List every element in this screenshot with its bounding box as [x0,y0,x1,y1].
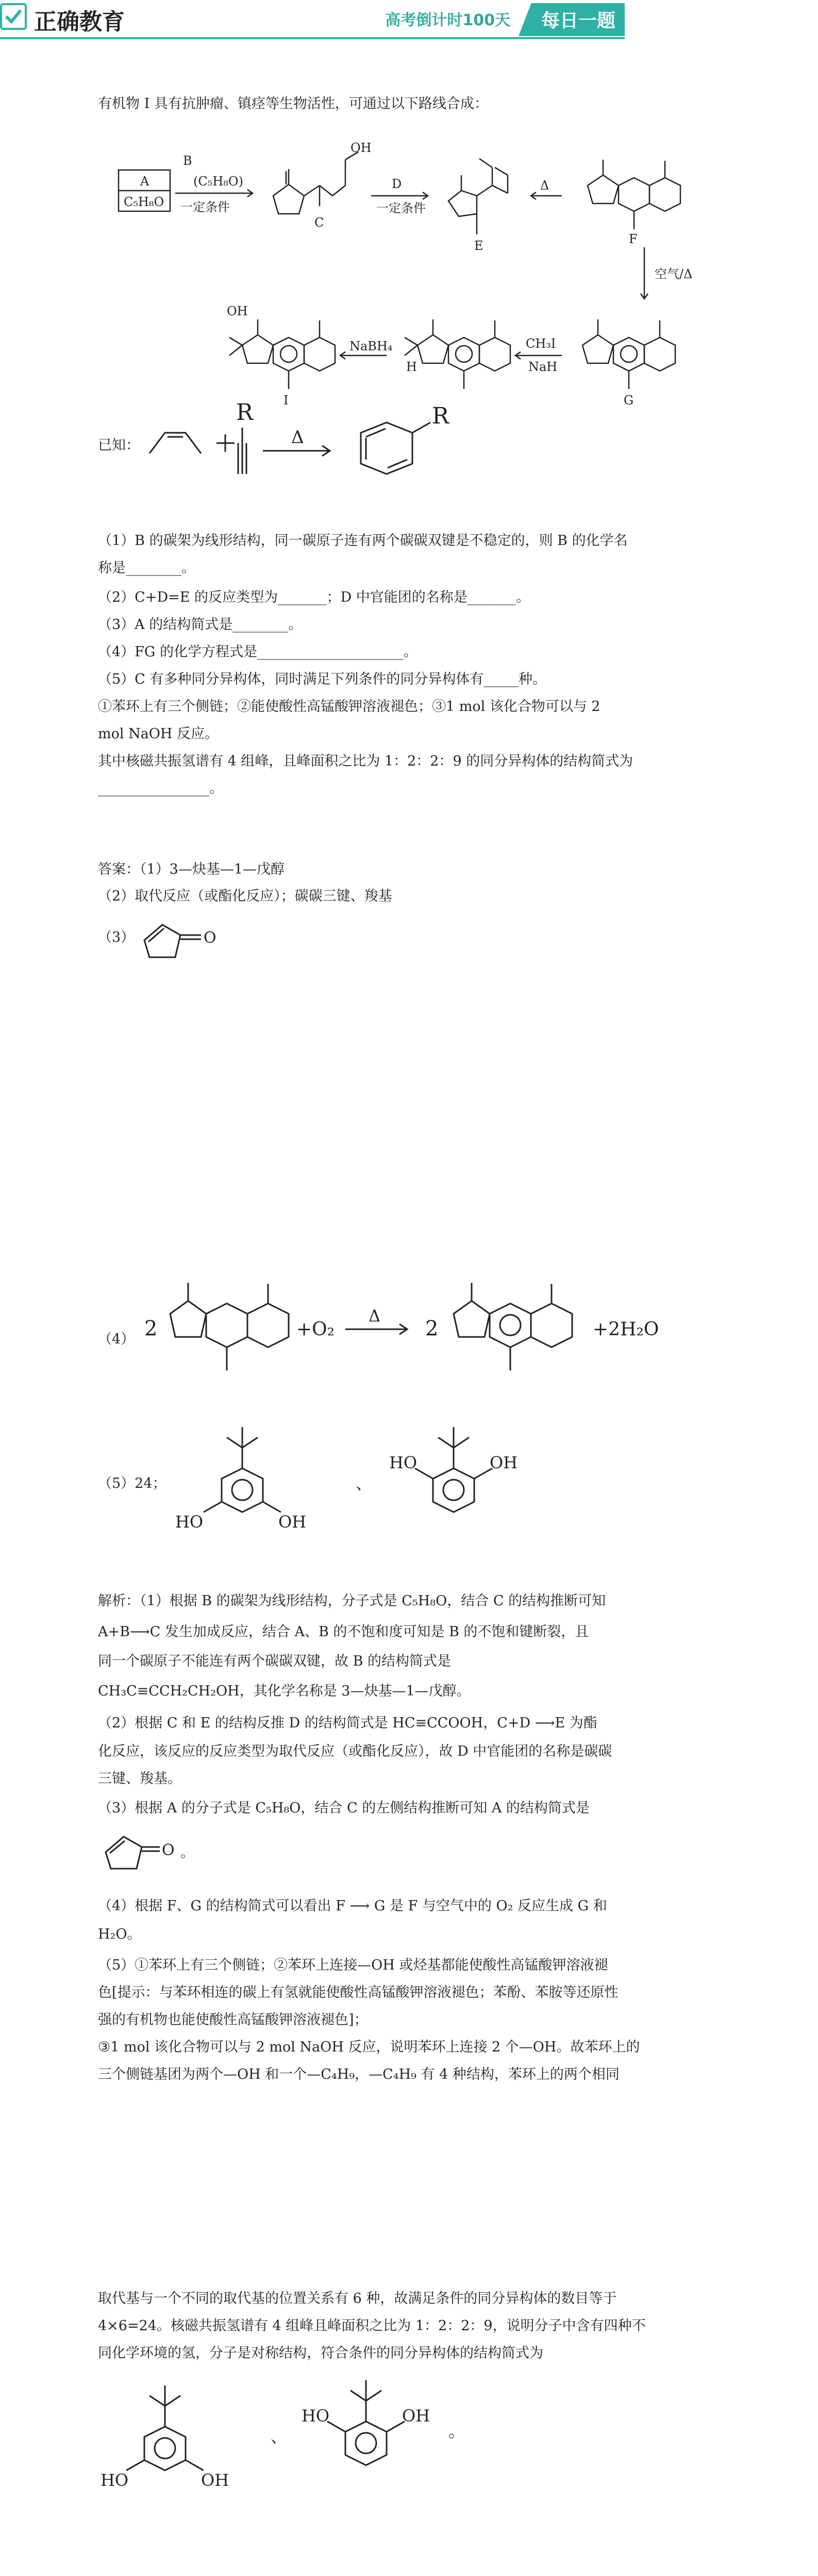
analysis-14: 强的有机物也能使酸性高锰酸钾溶液褪色]； [98,2012,368,2028]
label-H: H [406,360,417,374]
answer-4-label: （4） [98,1331,135,1347]
known-R-right: R [432,403,449,429]
analysis-15: ③1 mol 该化合物可以与 2 mol NaOH 反应，说明苯环上连接 2 个—OH。故苯环上的 [98,2039,640,2055]
analysis-16: 三个侧链基团为两个—OH 和一个—C₄H₉，—C₄H₉ 有 4 种结构，苯环上的两个相同 [98,2066,620,2082]
analysis-8: （3）根据 A 的分子式是 C₅H₈O，结合 C 的左侧结构推断可知 A 的结构简式是 [98,1800,590,1816]
analysis-3: 同一个碳原子不能连有两个碳碳双键，故 B 的结构简式是 [98,1653,452,1669]
label-B-formula: (C₅H₈O) [193,174,243,189]
question-4: （4）FG 的化学方程式是_____________________。 [98,644,418,660]
analysis-A-structure [98,1826,201,1878]
label-B: B [183,154,192,168]
analysis-7: 三键、羧基。 [98,1771,181,1787]
label-D: D [392,177,402,191]
brand-name: 正确教育 [34,9,125,35]
question-5: （5）C 有多种同分异构体，同时满足下列条件的同分异构体有_____种。 [98,671,546,687]
analysis-11: H₂O。 [98,1926,141,1942]
known-label: 已知： [98,437,140,453]
analysis-13: 色[提示：与苯环相连的碳上有氢就能使酸性高锰酸钾溶液褪色；苯酚、苯胺等还原性 [98,1985,619,2001]
label-G: G [624,393,634,408]
analysis-10: （4）根据 F、G 的结构简式可以看出 F ⟶ G 是 F 与空气中的 O₂ 反应生成 G 和 [98,1898,607,1914]
answer-3-label: （3） [98,929,135,945]
eq-water: +2H₂O [593,1319,659,1340]
f1-HO: HO [101,2470,129,2490]
label-CH3I: CH₃I [526,336,556,351]
answer-2: （2）取代反应（或酯化反应）；碳碳三键、羧基 [98,888,392,904]
label-cond2: 一定条件 [376,201,426,215]
label-I-OH: OH [227,304,248,318]
question-5-cond1: ①苯环上有三个侧链；②能使酸性高锰酸钾溶液褪色；③1 mol 该化合物可以与 2 [98,699,600,715]
known-heat: Δ [291,427,304,448]
label-F: F [629,232,638,246]
analysis-19: 同化学环境的氢，分子是对称结构，符合条件的同分异构体的结构简式为 [98,2345,543,2361]
known-R-left: R [236,399,254,426]
label-I: I [283,393,289,408]
analysis-9: 。 [180,1845,194,1861]
analysis-final-structures [98,2370,562,2524]
question-intro: 有机物 I 具有抗肿瘤、镇痉等生物活性，可通过以下路线合成： [98,96,488,112]
s2-OH: OH [490,1453,518,1472]
answer-1: 答案：（1）3—炔基—1—戊醇 [98,861,285,877]
answer-4-equation [139,1247,758,1401]
s1-OH: OH [278,1512,307,1532]
svg-text:O: O [204,929,216,947]
s-sep: 、 [356,1473,373,1493]
analysis-17: 取代基与一个不同的取代基的位置关系有 6 种，故满足条件的同分异构体的数目等于 [98,2291,617,2307]
label-A-formula: C₅H₈O [124,195,164,209]
f2-OH: OH [402,2406,430,2426]
s1-HO: HO [175,1512,204,1532]
label-NaBH4: NaBH₄ [349,339,393,353]
f2-HO: HO [302,2406,330,2426]
analysis-18: 4×6=24。核磁共振氢谱有 4 组峰且峰面积之比为 1：2：2：9，说明分子中含有四种不 [98,2318,646,2334]
answer-5-structures [155,1412,619,1566]
known-reaction [139,392,500,495]
analysis-1: 解析：（1）根据 B 的碳架为线形结构，分子式是 C₅H₈O，结合 C 的结构推断可知 [98,1593,606,1609]
label-cond1: 一定条件 [180,200,230,214]
label-NaH: NaH [528,360,558,374]
exam-countdown: 高考倒计时100天 [385,11,510,29]
analysis-5: （2）根据 C 和 E 的结构反推 D 的结构简式是 HC≡CCOOH，C+D ⟶E 为酯 [98,1715,597,1731]
eq-coef-left: 2 [144,1317,158,1341]
analysis-4: CH₃C≡CCH₂CH₂OH，其化学名称是 3—炔基—1—戊醇。 [98,1683,471,1699]
eq-heat: Δ [369,1306,381,1326]
eq-plus-o2: +O₂ [296,1319,335,1340]
f-end: 。 [448,2421,465,2441]
label-E: E [474,239,483,253]
eq-coef-right: 2 [425,1317,439,1341]
label-air: 空气/Δ [655,267,693,281]
f1-OH: OH [201,2470,229,2490]
f-sep: 、 [271,2427,288,2446]
svg-text:O: O [162,1841,175,1859]
synthesis-scheme [98,129,737,408]
label-C-OH: OH [350,141,372,155]
analysis-2: A+B⟶C 发生加成反应，结合 A、B 的不饱和度可知是 B 的不饱和键断裂，且 [98,1624,589,1640]
analysis-12: （5）①苯环上有三个侧链；②苯环上连接—OH 或烃基都能使酸性高锰酸钾溶液褪 [98,1957,608,1973]
question-5-cond3: 其中核磁共振氢谱有 4 组峰，且峰面积之比为 1：2：2：9 的同分异构体的结构简式为 [98,753,633,769]
page-header [0,0,625,37]
answer-3-structure [134,912,237,969]
answer-5-label: （5）24； [98,1476,166,1492]
question-3: （3）A 的结构简式是________。 [98,617,303,633]
question-1: （1）B 的碳架为线形结构，同一碳原子连有两个碳碳双键是不稳定的，则 B 的化学名 [98,533,628,549]
question-2: （2）C+D=E 的反应类型为_______；D 中官能团的名称是_______。 [98,589,530,605]
daily-question-label: 每日一题 [541,10,616,31]
analysis-6: 化反应，该反应的反应类型为取代反应（或酯化反应），故 D 中官能团的名称是碳碳 [98,1743,612,1759]
check-logo-icon [0,3,27,30]
s2-HO: HO [389,1453,418,1472]
question-5-cond2: mol NaOH 反应。 [98,726,219,742]
label-C: C [314,215,324,230]
label-A: A [140,174,149,189]
question-5-cond4: ________________。 [98,781,223,796]
question-1b: 称是________。 [98,560,195,576]
label-heat: Δ [540,178,549,193]
